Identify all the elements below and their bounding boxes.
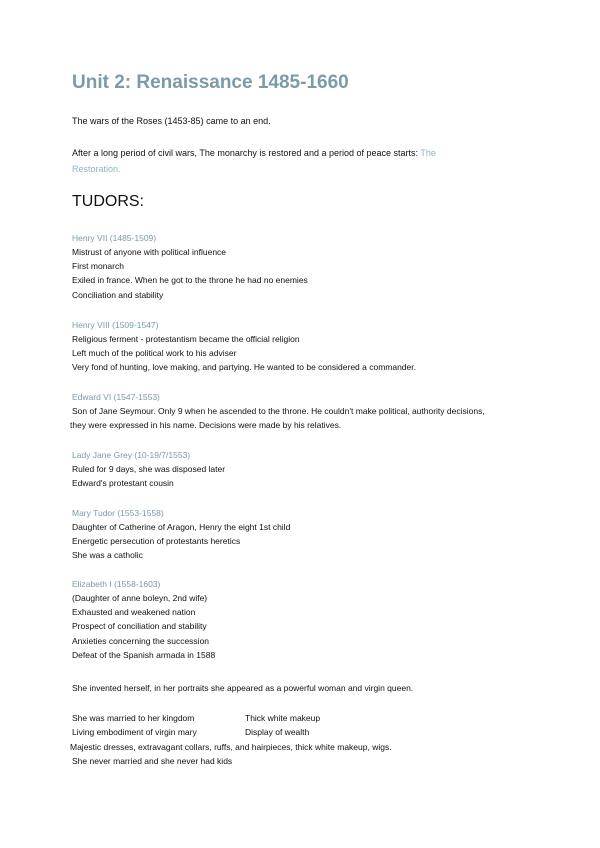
section-heading: Edward VI (1547-1553) xyxy=(72,392,160,402)
section-heading: Henry VIII (1509-1547) xyxy=(72,320,159,330)
tudors-heading: TUDORS: xyxy=(72,193,144,210)
section-line: Exiled in france. When he got to the throne he had no enemies xyxy=(72,275,308,286)
section-line: First monarch xyxy=(72,261,124,272)
section-heading: Lady Jane Grey (10-19/7/1553) xyxy=(72,450,191,460)
table-cell: Display of wealth xyxy=(245,727,310,737)
section-line: Ruled for 9 days, she was disposed later xyxy=(72,464,226,474)
section-line: they were expressed in his name. Decisions were made by his relatives. xyxy=(70,420,342,431)
section-line: Defeat of the Spanish armada in 1588 xyxy=(72,649,216,660)
page-title: Unit 2: Renaissance 1485-1660 xyxy=(72,72,349,93)
section-line: Son of Jane Seymour. Only 9 when he ascended to the throne. He couldn't make political, authority decisions, xyxy=(72,406,485,416)
table-cell: Thick white makeup xyxy=(245,713,321,723)
section-henry-viii xyxy=(72,318,532,375)
section-line: Daughter of Catherine of Aragon, Henry the eight 1st child xyxy=(72,522,291,532)
section-line: (Daughter of anne boleyn, 2nd wife) xyxy=(72,593,208,603)
section-line: She was a catholic xyxy=(72,550,143,561)
section-lady-jane-grey xyxy=(72,448,532,490)
section-line: Left much of the political work to his adviser xyxy=(72,348,237,359)
table-cell: She was married to her kingdom xyxy=(72,713,195,723)
section-line: Energetic persecution of protestants heretics xyxy=(72,536,241,547)
section-henry-vii xyxy=(72,231,532,302)
section-line: Anxieties concerning the succession xyxy=(72,635,210,646)
section-line: Edward's protestant cousin xyxy=(72,478,174,489)
section-line: Conciliation and stability xyxy=(72,289,164,300)
section-heading: Elizabeth I (1558-1603) xyxy=(72,579,161,589)
intro-paragraph-2-text: After a long period of civil wars, The monarchy is restored and a period of peace starts: xyxy=(72,148,421,158)
table-cell: Majestic dresses, extravagant collars, ruffs, and hairpieces, thick white makeup, wigs. xyxy=(70,742,392,752)
intro-paragraph-1: The wars of the Roses (1453-85) came to an end. xyxy=(72,116,271,126)
section-heading: Henry VII (1485-1509) xyxy=(72,233,157,243)
section-heading: Mary Tudor (1553-1558) xyxy=(72,508,164,518)
restoration-link-b[interactable]: Restoration. xyxy=(72,164,121,174)
section-line: Very fond of hunting, love making, and partying. He wanted to be considered a commander. xyxy=(72,362,416,373)
portrait-paragraph: She invented herself, in her portraits she appeared as a powerful woman and virgin queen. xyxy=(72,683,414,693)
section-elizabeth-i xyxy=(72,577,532,662)
table-cell: She never married and she never had kids xyxy=(72,756,233,766)
section-line: Religious ferment - protestantism became the official religion xyxy=(72,334,300,344)
section-mary-tudor xyxy=(72,506,532,563)
section-line: Prospect of conciliation and stability xyxy=(72,621,207,632)
restoration-link-a[interactable]: The xyxy=(420,148,436,158)
section-edward-vi xyxy=(72,390,532,432)
section-line: Exhausted and weakened nation xyxy=(72,607,196,618)
table-cell: Living embodiment of virgin mary xyxy=(72,727,197,737)
intro-paragraph-2 xyxy=(72,146,436,160)
section-line: Mistrust of anyone with political influence xyxy=(72,247,227,257)
